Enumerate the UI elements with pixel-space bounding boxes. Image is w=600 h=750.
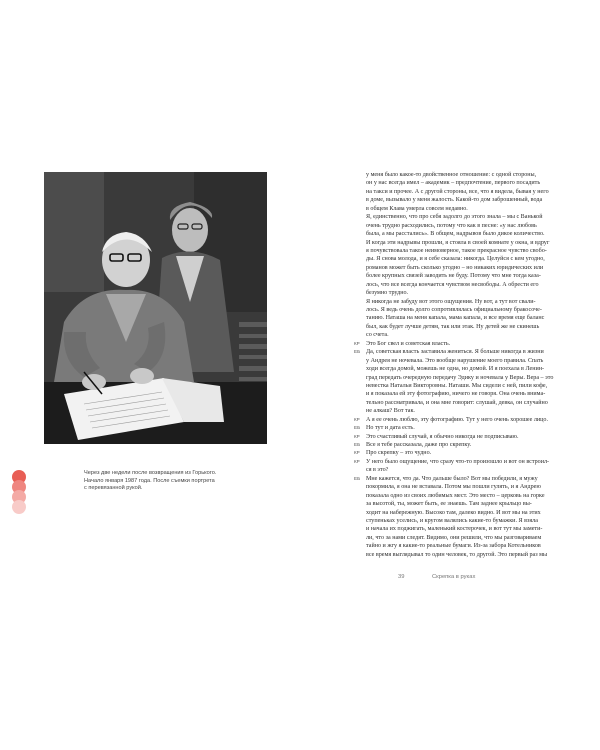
line-text: град передать очередную передачу Эдику и ночевала у Веры. Вера – это <box>366 374 554 381</box>
text-line <box>366 196 581 204</box>
line-text: в общем Клава умерла совсем недавно. <box>366 205 468 212</box>
text-line <box>366 517 581 525</box>
speaker-label: ЕБ <box>354 425 361 431</box>
speaker-label: КР <box>354 458 360 464</box>
line-text: я почувствовала такое неимоверное, такое прекрасное чувство свобо- <box>366 247 547 254</box>
running-title: Скрепка в руках <box>432 574 476 580</box>
text-line <box>366 281 581 289</box>
text-line <box>366 399 581 407</box>
line-text: Я никогда не забуду вот этого ощущения. Ну вот, а тут вот свали- <box>366 298 536 305</box>
speaker-label: КР <box>354 450 360 456</box>
text-line <box>366 374 581 382</box>
text-line <box>366 171 581 179</box>
text-line <box>366 525 581 533</box>
line-text: танию. Наташа на меня капала, мама капала, и все время еще баланс <box>366 315 545 322</box>
text-line <box>366 289 581 297</box>
text-line <box>366 534 581 542</box>
page-footer <box>0 574 600 584</box>
text-line <box>366 247 581 255</box>
line-text: У него было ощущение, что сразу что-то произошло и вот он встроил- <box>366 458 550 465</box>
text-line <box>354 441 581 449</box>
line-text: покормила, я она не вставала. Потом мы пошли гулять, и я Андрею <box>366 484 541 491</box>
line-text: на такси и прочее. А с другой стороны, все, что я видела, бывая у него <box>366 188 549 195</box>
portrait-photo <box>44 172 267 444</box>
text-line <box>366 306 581 314</box>
text-line <box>366 255 581 263</box>
line-text: Все я тебе рассказала, даже про скрепку. <box>366 442 472 448</box>
dot-marker <box>12 500 26 514</box>
text-line <box>366 222 581 230</box>
line-text: Но тут и дата есть. <box>366 425 415 432</box>
speaker-label: КР <box>354 416 360 422</box>
line-text: и начала их поджигать, маленький костерочек, и вот тут мы замети- <box>366 526 543 533</box>
text-line <box>354 433 581 441</box>
text-line <box>366 272 581 280</box>
text-line <box>354 424 581 432</box>
text-line <box>366 298 581 306</box>
line-text: Мне кажется, что да. Что дальше было? Вот мы победили, я мужу <box>366 475 538 482</box>
line-text: у меня было какое-то двойственное отношение: с одной стороны, <box>366 172 537 178</box>
line-text: он у нас всегда имел – академик – предпочтение, первого посадить <box>366 180 541 187</box>
line-text: очень трудно расходились, потому что как в песне: «у нас любовь <box>366 222 537 229</box>
photo-image <box>44 172 267 444</box>
text-line <box>366 390 581 398</box>
text-line <box>366 466 581 474</box>
text-line <box>366 500 581 508</box>
line-text: не алкаш? Вот так. <box>366 408 415 415</box>
caption-line: с перевязанной рукой. <box>84 485 143 492</box>
text-line <box>354 458 581 466</box>
line-text: в доме, вызывало у меня жалость. Какой-то дом заброшенный, вода <box>366 197 543 204</box>
line-text: Это Бог свел и советская власть. <box>366 340 451 347</box>
text-line <box>366 230 581 238</box>
line-text: ходит на набережную. Высоко там, далеко видно. И вот мы на этих <box>366 509 541 516</box>
speaker-label: КР <box>354 340 360 346</box>
line-text: безумно трудно. <box>366 290 409 297</box>
line-text: более крупных связей заводить не буду. Потому что мне тогда каза- <box>366 273 541 280</box>
text-line <box>366 509 581 517</box>
text-line <box>354 416 581 424</box>
line-text: у Андрея не ночевала. Это вообще нарушение моего правила. Спать <box>366 357 544 364</box>
line-text: А я ее очень люблю, эту фотографию. Тут у него очень хорошее лицо. <box>366 416 549 423</box>
line-text: за высотой, ты, может быть, ее знаешь. Там заднее крыльцо вы- <box>366 501 532 508</box>
page-number: 39 <box>398 574 405 580</box>
text-line <box>354 348 581 356</box>
line-text: ли, что за нами следят. Видимо, они решили, что мы разговариваем <box>366 534 542 541</box>
line-text: был, как будет лучше детям, так или этак. Ну детей же не скинешь <box>366 323 540 330</box>
line-text: лось. Я ведь очень долго сопротивлялась официальному бракосоче- <box>366 307 542 313</box>
speaker-label: КР <box>354 433 360 439</box>
text-line <box>354 449 581 457</box>
text-line <box>366 551 581 559</box>
line-text: ся в это? <box>366 467 389 474</box>
line-text: тельно рассматривала, и она мне говорит: слушай, девка, он случайно <box>366 399 548 406</box>
caption-line: Начало января 1987 года. После съемки портрета <box>84 477 215 484</box>
line-text: Про скрепку – это чудно. <box>366 450 432 457</box>
line-text: Да, советская власть заставила жениться. Я больше никогда в жизни <box>366 349 544 356</box>
text-line <box>354 475 581 483</box>
line-text: И когда эти надрывы прошли, я стояла в своей комнате у окна, и вдруг <box>366 239 550 246</box>
text-line <box>366 357 581 365</box>
text-line <box>366 188 581 196</box>
line-text: все время выглядывал то один человек, то другой. Это первый раз мы <box>366 551 548 558</box>
text-line <box>366 331 581 339</box>
text-line <box>366 323 581 331</box>
line-text: была, а мы расстались». В общем, надрывов было дикое количество. <box>366 231 545 238</box>
text-line <box>366 213 581 221</box>
line-text: лось, что все всегда кончается чувством несвободы. А обрести его <box>366 281 539 288</box>
text-line <box>366 264 581 272</box>
text-line <box>366 382 581 390</box>
text-line <box>366 365 581 373</box>
caption-line: Через две недели после возвращения из Горького. <box>84 470 217 476</box>
text-line <box>366 179 581 187</box>
text-line <box>366 492 581 500</box>
text-line <box>366 542 581 550</box>
line-text: ходи всегда домой, можешь не одна, но домой. И я поехала в Ленин- <box>366 366 545 373</box>
text-line <box>366 407 581 415</box>
line-text: и я показала ей эту фотографию, ничего не говоря. Она очень внима- <box>366 391 546 398</box>
line-text: ды. Я снова молода, и я себе сказала: никогда. Целуйся с кем угодно, <box>366 256 545 263</box>
line-text: невестка Натальи Викторовны. Наташи. Мы сидели с ней, пили кофе, <box>366 382 548 389</box>
line-text: со счета. <box>366 332 389 339</box>
line-text: романов может быть сколько угодно – но никаких юридических или <box>366 264 544 271</box>
speaker-label: ЕБ <box>354 349 361 355</box>
decorative-dots <box>12 470 28 510</box>
text-line <box>366 205 581 213</box>
body-text <box>354 171 581 559</box>
text-line <box>366 314 581 322</box>
speaker-label: ЕБ <box>354 442 361 447</box>
line-text: тайно и жгу я какие-то реальные бумаги. Из-за забора Котельников <box>366 543 541 550</box>
line-text: Я, единственно, что про себя задолго до этого знала – мы с Ванькой <box>366 214 543 221</box>
line-text: Это счастливый случай, я обычно никогда не подписываю. <box>366 433 519 440</box>
text-line <box>354 340 581 348</box>
line-text: показала одно из своих любимых мест. Это место – церковь на горке <box>366 492 545 499</box>
speaker-label: ЕБ <box>354 475 361 481</box>
text-line <box>366 483 581 491</box>
line-text: ступеньках уселись, и кругом валялись какие-то бумажки. Я взяла <box>366 517 538 524</box>
photo-caption <box>84 470 269 493</box>
text-line <box>366 239 581 247</box>
